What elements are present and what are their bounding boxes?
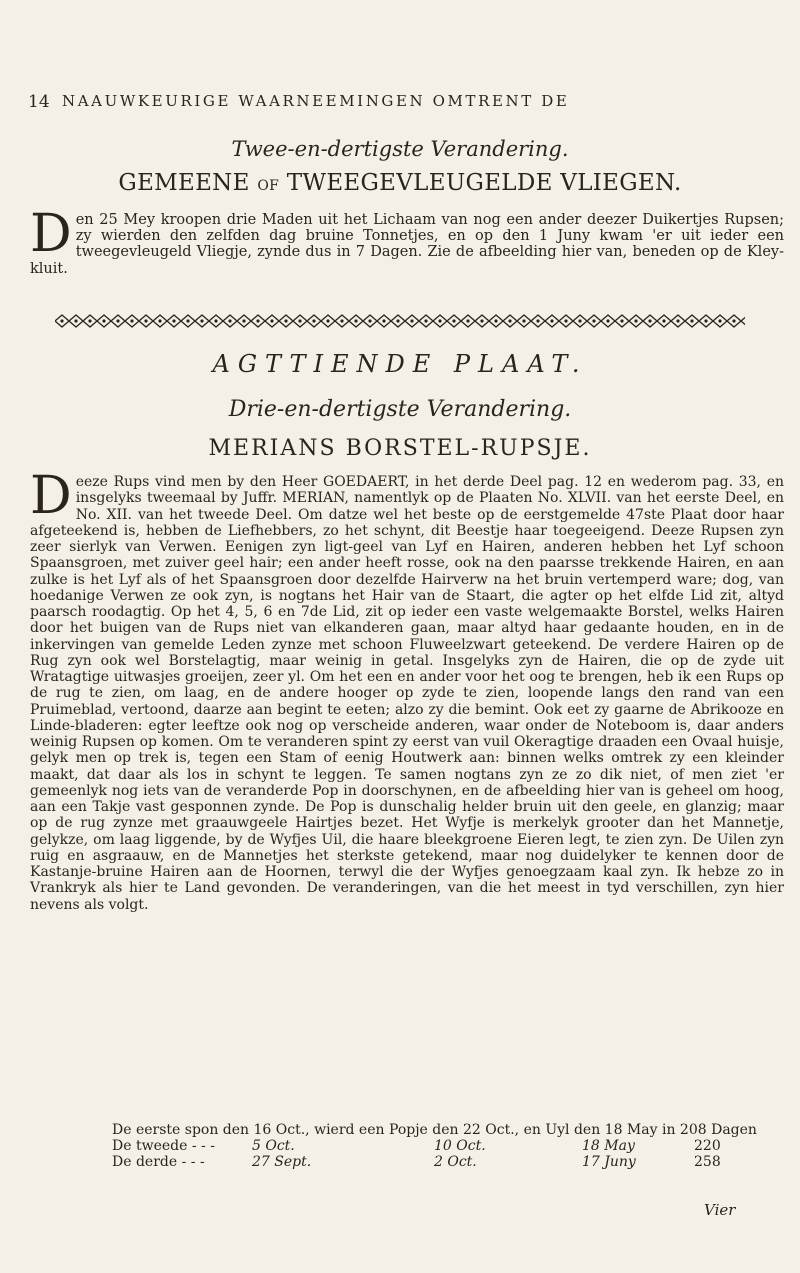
moth-date: 18 May (582, 1138, 635, 1154)
subtitle-part-b: TWEEGEVLEUGELDE VLIEGEN. (286, 170, 682, 196)
paragraph-section-33 (30, 466, 784, 913)
running-title: NAAUWKEURIGE WAARNEEMINGEN OMTRENT DE (62, 92, 570, 110)
plate-heading: AGTTIENDE PLAAT. (212, 350, 588, 378)
row-label: De tweede - - - (112, 1138, 215, 1154)
moth-date: 17 Juny (582, 1154, 636, 1170)
days-count: 258 (694, 1154, 721, 1170)
subtitle-part-a: GEMEENE (118, 170, 250, 196)
page-number: 14 (28, 92, 50, 112)
dates-row (112, 1138, 772, 1154)
species-name: MERIANS BORSTEL-RUPSJE. (208, 436, 592, 461)
paragraph-section-32 (30, 204, 784, 277)
ornamental-rule (55, 313, 745, 329)
running-head (0, 92, 800, 122)
row-label: De derde - - - (112, 1154, 205, 1170)
pupa-date: 2 Oct. (434, 1154, 477, 1170)
dates-row (112, 1154, 772, 1170)
catchword: Vier (704, 1201, 736, 1219)
section-title-33: Drie-en-dertigste Verandering. (228, 397, 572, 422)
section-title-32: Twee-en-dertigste Verandering. (231, 137, 569, 161)
spun-date: 27 Sept. (252, 1154, 312, 1170)
drop-cap: D (30, 204, 72, 264)
days-count: 220 (694, 1138, 721, 1154)
section-subtitle-32 (0, 170, 800, 196)
metamorphosis-dates (112, 1122, 772, 1170)
paragraph-text: eeze Rups vind men by den Heer GOEDAERT, in het derde Deel pag. 12 en wederom pag. 33, en insgelyks tweemaal by Juffr. MERIAN, namentlyk op de Plaaten No. XLVII. van het eerste Deel, en No. XII. van het tweede Deel. Om datze wel het beste op de eerstgemelde 47ste Plaat door haar afgeteekend is, hebben de Liefhebbers, zo het schynt, dit Beestje haar toegeeigend. Deeze Rupsen zyn zeer sierlyk van Verwen. Eenigen zyn ligt-geel van Lyf en Hairen, anderen hebben het Lyf schoon Spaansgroen, met zuiver geel hair; een ander heeft rosse, ook na den paarsse trekkende Hairen, en aan zulke is het Lyf als of het Spaansgroen door dezelfde Hairverw na het bruin vertemperd ware; dog, van hoedanige Verwen ze ook zyn, is nogtans het Hair van de Staart, die agter op het elfde Lid zit, altyd paarsch roodagtig. Op het 4, 5, 6 en 7de Lid, zit op ieder een vaste welgemaakte Borstel, welks Hairen door het buigen van de Rups niet van elkanderen gaan, maar altyd haar gedaante houden, en in de inkervingen van gemelde Leden zynze met schoon Fluweelzwart geteekend. De verdere Hairen op de Rug zyn ook wel Borstelagtig, maar weinig in getal. Insgelyks zyn de Hairen, die op de zyde uit Wratagtige uitwasjes groeijen, zeer yl. Om het een en ander voor het oog te brengen, heb ik een Rups op de rug te zien, om laag, en de andere hooger op zyde te zien, loopende langs den rand van een Pruimeblad, vertoond, daarze aan begint te eeten; alzo zy die bemint. Ook eet zy gaarne de Abrikooze en Linde-bladeren: egter leeftze ook nog op verscheide anderen, waar onder de Noteboom is, daar anders weinig Rupsen op komen. Om te veranderen spint zy eerst van vuil Okeragtige draaden een Ovaal huisje, gelyk men op trek is, tegen een Stam of eenig Houtwerk aan: binnen welks omtrek zy een kleinder maakt, dat daar als los in schynt te leggen. Te samen nogtans zyn ze zo dik niet, of men ziet 'er gemeenlyk nog iets van de veranderde Pop in doorschynen, en de afbeelding hier van is geheel om hoog, aan een Takje vast gesponnen zynde. De Pop is dunschalig helder bruin uit den geele, en glanzig; maar op de rug zynze met graauwgeele Hairtjes bezet. Het Wyfje is merkelyk grooter dan het Mannetje, gelykze, om laag liggende, by de Wyfjes Uil, die haare bleekgroene Eieren legt, te zien zyn. De Uilen zyn ruig en asgraauw, en de Mannetjes het sterkste getekend, maar nog duidelyker te kennen door de Kastanje-bruine Hairen aan de Hoornen, terwyl die der Wyfjes genoegzaam kaal zyn. Ik hebze zo in Vrankryk als hier te Land gevonden. De veranderingen, van die het meest in tyd verschillen, zyn hier nevens als volgt. (30, 474, 784, 913)
drop-cap: D (30, 466, 72, 526)
spun-date: 5 Oct. (252, 1138, 295, 1154)
pupa-date: 10 Oct. (434, 1138, 486, 1154)
dates-intro: De eerste spon den 16 Oct., wierd een Popje den 22 Oct., en Uyl den 18 May in 208 Dagen (112, 1122, 757, 1138)
subtitle-of: OF (257, 178, 280, 194)
paragraph-text: en 25 Mey kroopen drie Maden uit het Lichaam van nog een ander deezer Duikertjes Rupsen; zy wierden den zelfden dag bruine Tonnetjes, en op den 1 Juny kwam 'er uit ieder een tweegevleugeld Vliegje, zynde dus in 7 Dagen. Zie de afbeelding hier van, beneden op de Kley-kluit. (30, 212, 784, 277)
